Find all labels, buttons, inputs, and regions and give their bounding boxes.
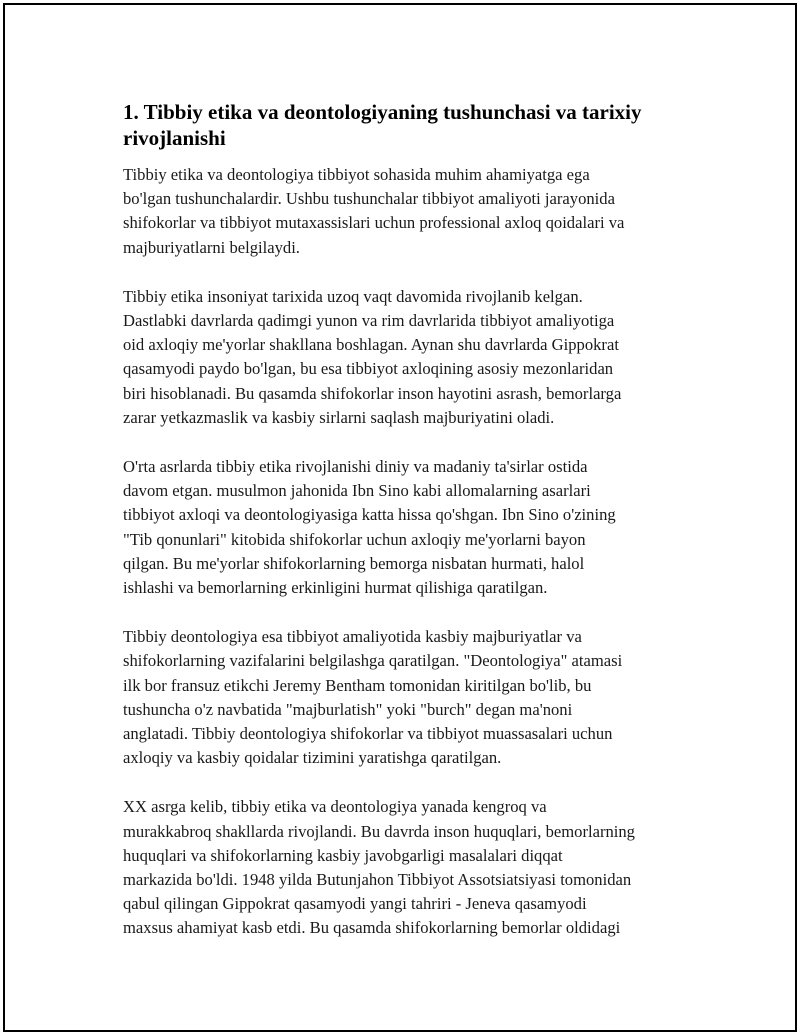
text-line: markazida bo'ldi. 1948 yilda Butunjahon Tibbiyot Assotsiatsiyasi tomonidan xyxy=(123,870,632,890)
text-line: maxsus ahamiyat kasb etdi. Bu qasamda shifokorlarning bemorlar oldidagi xyxy=(123,918,621,938)
paragraph-middle-ages xyxy=(123,455,698,600)
text-line: ilk bor fransuz etikchi Jeremy Bentham tomonidan kiritilgan bo'lib, bu xyxy=(123,675,592,695)
text-line: murakkabroq shakllarda rivojlandi. Bu davrda inson huquqlari, bemorlarning xyxy=(123,821,635,841)
text-line: anglatadi. Tibbiy deontologiya shifokorlar va tibbiyot muassasalari uchun xyxy=(123,724,613,744)
text-line: bo'lgan tushunchalardir. Ushbu tushunchalar tibbiyot amaliyoti jarayonida xyxy=(123,189,615,209)
text-line: Dastlabki davrlarda qadimgi yunon va rim davrlarida tibbiyot amaliyotiga xyxy=(123,311,615,331)
text-line: axloqiy va kasbiy qoidalar tizimini yaratishga qaratilgan. xyxy=(123,748,502,768)
text-line: tibbiyot axloqi va deontologiyasiga katta hissa qo'shgan. Ibn Sino o'zining xyxy=(123,505,616,525)
title-line: 1. Tibbiy etika va deontologiyaning tushunchasi va tarixiy xyxy=(123,100,642,124)
text-line: majburiyatlarni belgilaydi. xyxy=(123,237,300,257)
text-line: ishlashi va bemorlarning erkinligini hurmat qilishiga qaratilgan. xyxy=(123,578,548,598)
text-line: Tibbiy deontologiya esa tibbiyot amaliyotida kasbiy majburiyatlar va xyxy=(123,627,582,647)
text-line: tushuncha o'z navbatida "majburlatish" yoki "burch" degan ma'noni xyxy=(123,699,573,719)
text-line: O'rta asrlarda tibbiy etika rivojlanishi diniy va madaniy ta'sirlar ostida xyxy=(123,457,588,477)
title-line: rivojlanishi xyxy=(123,126,226,150)
text-line: qilgan. Bu me'yorlar shifokorlarning bemorga nisbatan hurmati, halol xyxy=(123,553,585,573)
text-line: zarar yetkazmaslik va kasbiy sirlarni saqlash majburiyatini oladi. xyxy=(123,407,555,427)
text-line: Tibbiy etika insoniyat tarixida uzoq vaqt davomida rivojlanib kelgan. xyxy=(123,286,583,306)
text-line: qasamyodi paydo bo'lgan, bu esa tibbiyot axloqining asosiy mezonlaridan xyxy=(123,359,614,379)
text-line: biri hisoblanadi. Bu qasamda shifokorlar inson hayotini asrash, bemorlarga xyxy=(123,383,622,403)
text-line: shifokorlar va tibbiyot mutaxassislari uchun professional axloq qoidalari va xyxy=(123,213,625,233)
text-line: huquqlari va shifokorlarning kasbiy javobgarligi masalalari diqqat xyxy=(123,845,563,865)
text-line: shifokorlarning vazifalarini belgilashga qaratilgan. "Deontologiya" atamasi xyxy=(123,651,623,671)
text-line: XX asrga kelib, tibbiy etika va deontologiya yanada kengroq va xyxy=(123,797,547,817)
paragraph-intro xyxy=(123,163,698,260)
text-line: "Tib qonunlari" kitobida shifokorlar uchun axloqiy me'yorlarni bayon xyxy=(123,529,586,549)
text-line: Tibbiy etika va deontologiya tibbiyot sohasida muhim ahamiyatga ega xyxy=(123,165,590,184)
paragraph-twentieth-century xyxy=(123,795,698,940)
paragraph-deontology xyxy=(123,625,698,770)
paragraph-ancient-history xyxy=(123,285,698,430)
text-line: qabul qilingan Gippokrat qasamyodi yangi tahriri - Jeneva qasamyodi xyxy=(123,894,587,914)
document-title xyxy=(123,99,698,151)
text-line: oid axloqiy me'yorlar shakllana boshlagan. Aynan shu davrlarda Gippokrat xyxy=(123,335,619,355)
text-line: davom etgan. musulmon jahonida Ibn Sino kabi allomalarning asarlari xyxy=(123,481,591,501)
document-body xyxy=(123,99,698,966)
page-frame xyxy=(3,3,797,1032)
